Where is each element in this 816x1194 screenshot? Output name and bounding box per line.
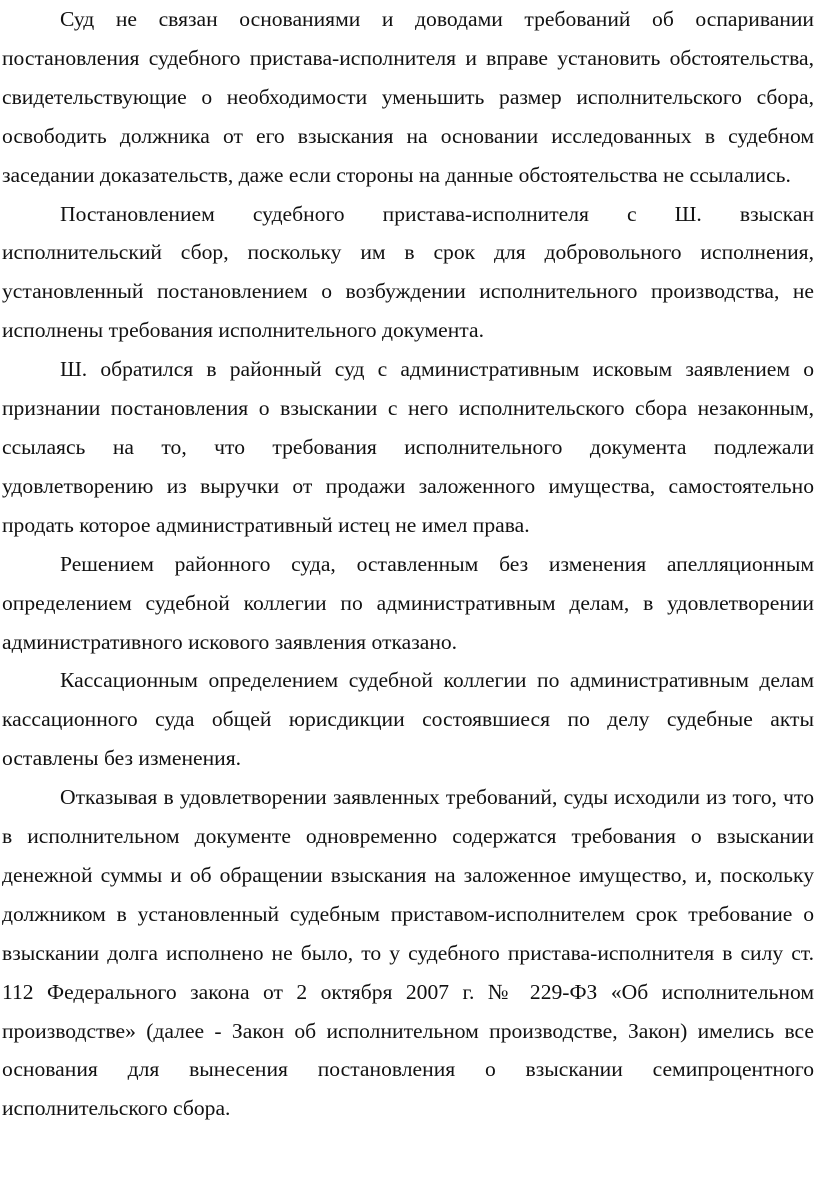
document-body	[2, 0, 814, 1128]
paragraph-1: Суд не связан основаниями и доводами требований об оспаривании постановления судебного пристава-исполнителя и вправе установить обстоятельства, свидетельствующие о необходимости уменьшить размер исполнительского сбора, освободить должника от его взыскания на основании исследованных в судебном заседании доказательств, даже если стороны на данные обстоятельства не ссылались.	[2, 7, 814, 187]
paragraph-3: Ш. обратился в районный суд с административным исковым заявлением о признании постановления о взыскании с него исполнительского сбора незаконным, ссылаясь на то, что требования исполнительного документа подлежали удовлетворению из выручки от продажи заложенного имущества, самостоятельно продать которое административный истец не имел права.	[2, 357, 814, 537]
paragraph-2: Постановлением судебного пристава-исполнителя с Ш. взыскан исполнительский сбор, поскольку им в срок для добровольного исполнения, установленный постановлением о возбуждении исполнительного производства, не исполнены требования исполнительного документа.	[2, 201, 814, 343]
paragraph-6: Отказывая в удовлетворении заявленных требований, суды исходили из того, что в исполнительном документе одновременно содержатся требования о взыскании денежной суммы и об обращении взыскания на заложенное имущество, и, поскольку должником в установленный судебным приставом-исполнителем срок требование о взыскании долга исполнено не было, то у судебного пристава-исполнителя в силу ст. 112 Федерального закона от 2 октября 2007 г. № 229-ФЗ «Об исполнительном производстве» (далее - Закон об исполнительном производстве, Закон) имелись все основания для вынесения постановления о взыскании семипроцентного исполнительского сбора.	[2, 785, 814, 1121]
paragraph-5: Кассационным определением судебной коллегии по административным делам кассационного суда общей юрисдикции состоявшиеся по делу судебные акты оставлены без изменения.	[2, 668, 814, 771]
paragraph-4: Решением районного суда, оставленным без изменения апелляционным определением судебной коллегии по административным делам, в удовлетворении административного искового заявления отказано.	[2, 551, 814, 654]
